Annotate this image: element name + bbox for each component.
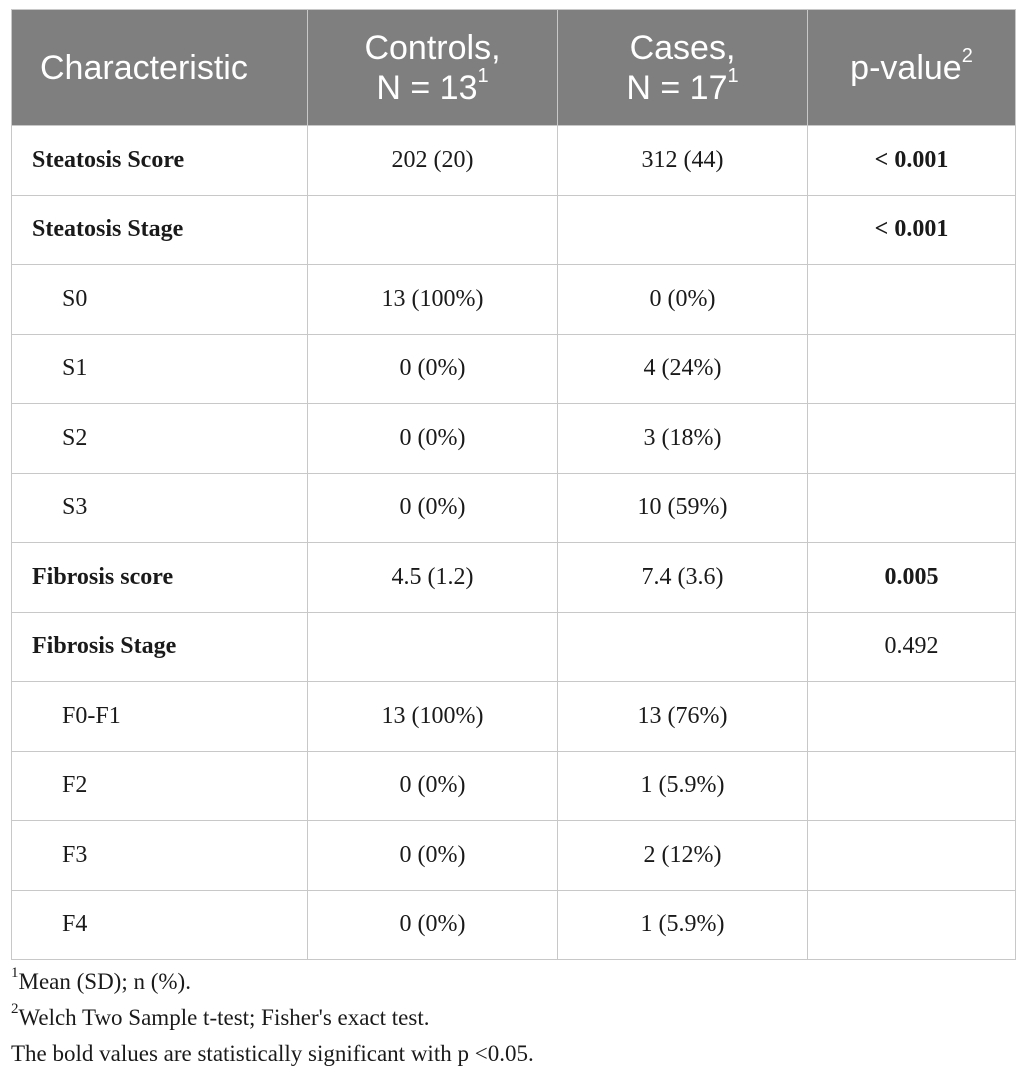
table-row (12, 265, 1016, 335)
row-label: Fibrosis Stage (12, 612, 308, 682)
row-label: S2 (12, 404, 308, 474)
pvalue-cell (808, 334, 1016, 404)
controls-cell: 0 (0%) (308, 404, 558, 474)
results-table (11, 9, 1016, 960)
header-pvalue-text: p-value (850, 48, 962, 87)
row-label: F4 (12, 890, 308, 960)
table-container (11, 9, 1015, 960)
footnote-significance-text: The bold values are statistically significant with p <0.05. (11, 1041, 534, 1066)
controls-cell (308, 195, 558, 265)
header-controls-footnote-mark: 1 (477, 65, 489, 88)
footnote-2-text: Welch Two Sample t-test; Fisher's exact test. (18, 1005, 430, 1030)
header-controls (308, 10, 558, 126)
row-label: F2 (12, 751, 308, 821)
controls-cell: 0 (0%) (308, 751, 558, 821)
pvalue-cell: 0.492 (808, 612, 1016, 682)
footnote-2-mark: 2 (11, 1001, 19, 1018)
table-row (12, 821, 1016, 891)
table-row (12, 890, 1016, 960)
cases-cell: 1 (5.9%) (558, 890, 808, 960)
table-header (12, 10, 1016, 126)
row-label: F3 (12, 821, 308, 891)
cases-cell: 2 (12%) (558, 821, 808, 891)
cases-cell: 3 (18%) (558, 404, 808, 474)
row-label: Steatosis Stage (12, 195, 308, 265)
cases-cell: 1 (5.9%) (558, 751, 808, 821)
header-pvalue-footnote-mark: 2 (961, 45, 973, 68)
table-row (12, 612, 1016, 682)
header-cases-line2: N = 17 (626, 68, 728, 107)
footnotes (11, 964, 1015, 1072)
header-cases (558, 10, 808, 126)
row-label: Steatosis Score (12, 126, 308, 196)
pvalue-cell: < 0.001 (808, 126, 1016, 196)
controls-cell: 202 (20) (308, 126, 558, 196)
controls-cell: 13 (100%) (308, 265, 558, 335)
pvalue-cell (808, 751, 1016, 821)
controls-cell: 0 (0%) (308, 473, 558, 543)
table-row (12, 751, 1016, 821)
header-controls-line2: N = 13 (376, 68, 478, 107)
header-controls-line1: Controls, (364, 28, 501, 67)
controls-cell (308, 612, 558, 682)
table-row (12, 126, 1016, 196)
table-row (12, 334, 1016, 404)
header-row (12, 10, 1016, 126)
cases-cell: 312 (44) (558, 126, 808, 196)
pvalue-cell (808, 473, 1016, 543)
table-row (12, 473, 1016, 543)
cases-cell: 4 (24%) (558, 334, 808, 404)
footnote-1-text: Mean (SD); n (%). (18, 969, 191, 994)
controls-cell: 0 (0%) (308, 890, 558, 960)
controls-cell: 4.5 (1.2) (308, 543, 558, 613)
header-characteristic (12, 10, 308, 126)
controls-cell: 13 (100%) (308, 682, 558, 752)
cases-cell: 7.4 (3.6) (558, 543, 808, 613)
row-label: Fibrosis score (12, 543, 308, 613)
footnote-1-mark: 1 (11, 965, 19, 982)
controls-cell: 0 (0%) (308, 821, 558, 891)
footnote-significance (11, 1036, 1015, 1072)
pvalue-cell: < 0.001 (808, 195, 1016, 265)
header-pvalue (808, 10, 1016, 126)
table-body (12, 126, 1016, 960)
table-row (12, 404, 1016, 474)
header-cases-footnote-mark: 1 (727, 65, 739, 88)
pvalue-cell: 0.005 (808, 543, 1016, 613)
row-label: F0-F1 (12, 682, 308, 752)
header-characteristic-text: Characteristic (40, 48, 248, 87)
cases-cell (558, 612, 808, 682)
pvalue-cell (808, 821, 1016, 891)
table-row (12, 682, 1016, 752)
cases-cell: 13 (76%) (558, 682, 808, 752)
row-label: S0 (12, 265, 308, 335)
header-cases-line1: Cases, (629, 28, 736, 67)
table-row (12, 195, 1016, 265)
pvalue-cell (808, 265, 1016, 335)
pvalue-cell (808, 890, 1016, 960)
controls-cell: 0 (0%) (308, 334, 558, 404)
cases-cell: 10 (59%) (558, 473, 808, 543)
footnote-1 (11, 964, 1015, 1000)
cases-cell: 0 (0%) (558, 265, 808, 335)
pvalue-cell (808, 682, 1016, 752)
pvalue-cell (808, 404, 1016, 474)
row-label: S1 (12, 334, 308, 404)
table-row (12, 543, 1016, 613)
cases-cell (558, 195, 808, 265)
footnote-2 (11, 1000, 1015, 1036)
row-label: S3 (12, 473, 308, 543)
